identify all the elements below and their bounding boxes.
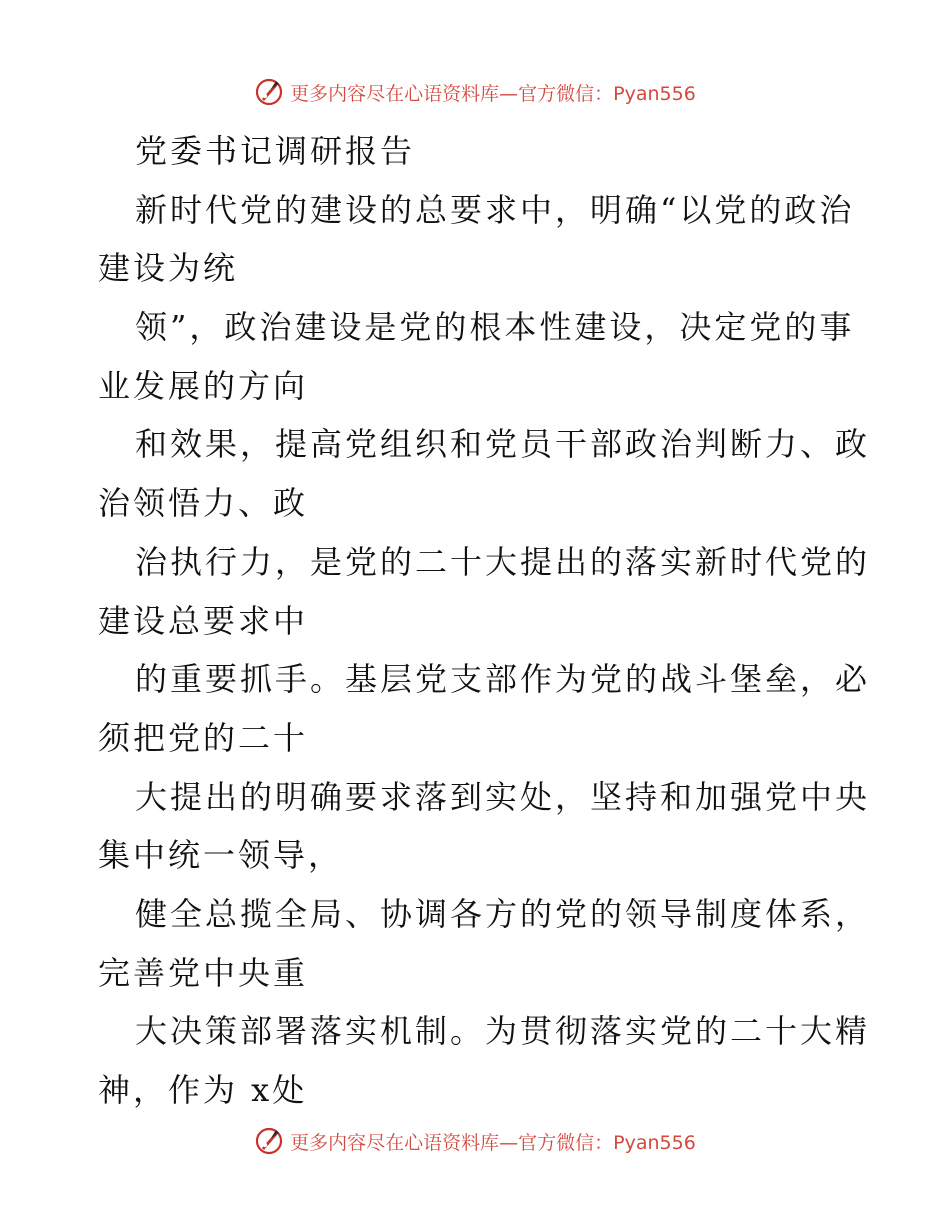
paragraph-line: 业发展的方向 <box>98 366 309 405</box>
paragraph-line: 大决策部署落实机制。为贯彻落实党的二十大精 <box>135 1012 871 1051</box>
paragraph-line: 领”，政治建设是党的根本性建设，决定党的事 <box>135 308 855 347</box>
paragraph-line: 集中统一领导， <box>98 836 344 875</box>
paragraph-line: 治执行力，是党的二十大提出的落实新时代党的 <box>135 542 871 581</box>
paragraph-line: 和效果，提高党组织和党员干部政治判断力、政 <box>135 425 871 464</box>
paragraph-line: 的重要抓手。基层党支部作为党的战斗堡垒，必 <box>135 660 871 699</box>
feather-pen-seal-icon <box>254 1126 284 1156</box>
paragraph-line: 神，作为 x处 <box>98 1071 308 1109</box>
footer-banner-text: 更多内容尽在心语资料库—官方微信：Pyan556 <box>290 1131 696 1154</box>
footer-banner <box>0 1121 950 1161</box>
paragraph-line: 须把党的二十 <box>98 718 309 757</box>
paragraph-line: 健全总揽全局、协调各方的党的领导制度体系， <box>135 894 871 933</box>
paragraph-line: 建设总要求中 <box>98 601 309 640</box>
paragraph-line: 完善党中央重 <box>98 953 309 992</box>
header-banner-text: 更多内容尽在心语资料库—官方微信：Pyan556 <box>290 82 696 105</box>
paragraph-line: 治领悟力、政 <box>98 484 309 523</box>
header-banner <box>0 72 950 112</box>
document-title: 党委书记调研报告 <box>135 132 416 170</box>
paragraph-line: 建设为统 <box>98 249 239 288</box>
paragraph-line: 大提出的明确要求落到实处，坚持和加强党中央 <box>135 777 871 816</box>
document-body <box>98 122 871 1120</box>
feather-pen-seal-icon <box>254 77 284 107</box>
paragraph-line: 新时代党的建设的总要求中，明确“以党的政治 <box>135 190 855 229</box>
